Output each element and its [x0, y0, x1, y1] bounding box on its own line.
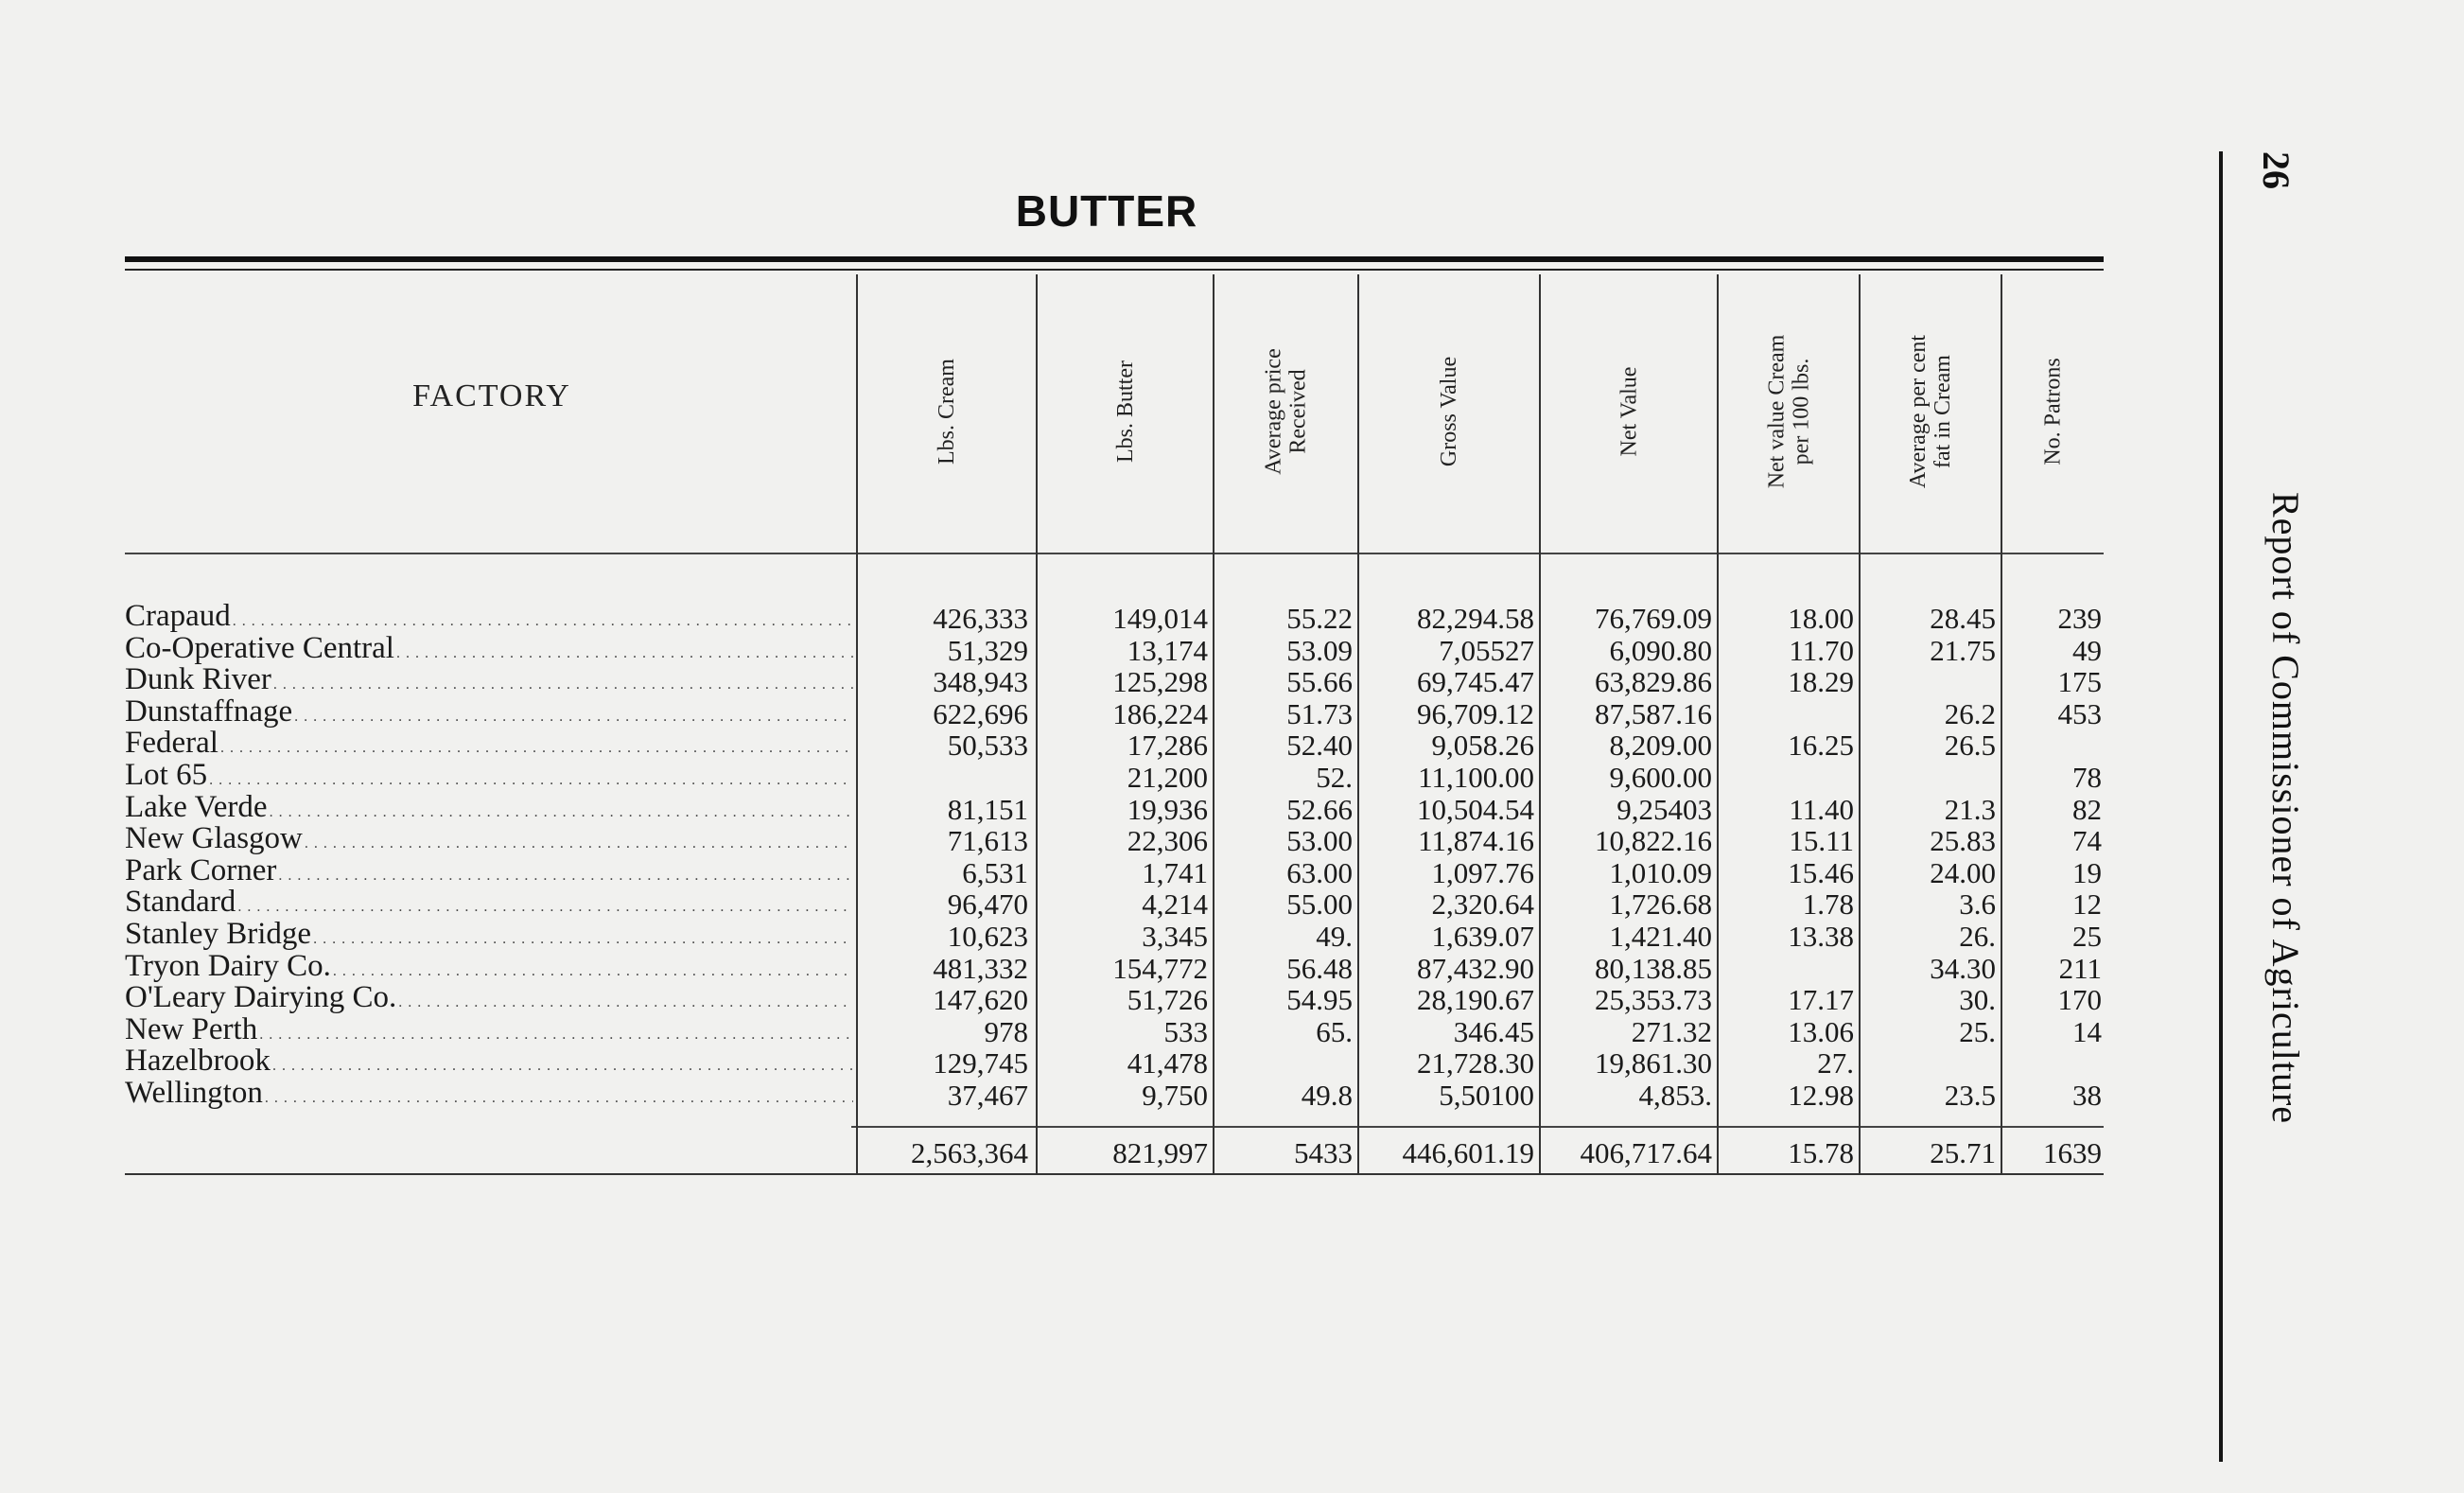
- table-cell: 53.09: [1286, 634, 1353, 667]
- table-cell: 26.: [1959, 920, 1996, 953]
- table-cell: 87,587.16: [1595, 697, 1712, 730]
- table-cell: 55.66: [1286, 665, 1353, 698]
- table-cell: [1863, 666, 1996, 697]
- factory-name: Standard . . .: [125, 887, 853, 918]
- table-cell: 129,745: [933, 1046, 1028, 1080]
- table-cell: 87,432.90: [1417, 952, 1534, 985]
- table-cell: 21.3: [1944, 793, 1996, 826]
- factory-name: Federal . . .: [125, 728, 853, 759]
- table-cell: 10,822.16: [1595, 824, 1712, 857]
- table-cell: 21,728.30: [1417, 1046, 1534, 1080]
- table-cell: [1721, 953, 1854, 984]
- factory-name: Lot 65 . . .: [125, 760, 853, 791]
- column-header-average-fat: Average per cent fat in Cream: [1906, 334, 1955, 489]
- table-cell: 25.: [1959, 1015, 1996, 1048]
- table-bottom-rule: [125, 1173, 2104, 1175]
- factory-name: Wellington . . .: [125, 1078, 853, 1109]
- factory-name: Lake Verde . . .: [125, 792, 853, 823]
- factory-name: Co-Operative Central . . .: [125, 633, 853, 664]
- table-cell: 147,620: [933, 983, 1028, 1016]
- table-cell: 346.45: [1453, 1015, 1534, 1048]
- table-cell: 14: [2072, 1015, 2102, 1048]
- table-cell: 6,531: [962, 856, 1028, 889]
- factory-name: O'Leary Dairying Co. . . .: [125, 982, 853, 1013]
- table-cell: 82,294.58: [1417, 602, 1534, 635]
- table-cell: 1.78: [1802, 887, 1854, 921]
- table-cell: 96,709.12: [1417, 697, 1534, 730]
- table-cell: 9,25403: [1616, 793, 1712, 826]
- table-cell: 41,478: [1127, 1046, 1208, 1080]
- table-cell: 154,772: [1112, 952, 1208, 985]
- table-cell: [1863, 1047, 1996, 1079]
- table-cell: 8,209.00: [1609, 729, 1712, 762]
- table-cell: 52.40: [1286, 729, 1353, 762]
- table-cell: 3,345: [1142, 920, 1208, 953]
- table-cell: 149,014: [1112, 602, 1208, 635]
- table-cell: 49.8: [1301, 1079, 1353, 1112]
- factory-name: Crapaud . . .: [125, 601, 853, 632]
- factory-name: Dunstaffnage . . .: [125, 696, 853, 728]
- table-cell: 30.: [1959, 983, 1996, 1016]
- table-cell: 26.2: [1944, 697, 1996, 730]
- table-cell: 37,467: [947, 1079, 1028, 1112]
- column-header-net-value: Net Value: [1616, 366, 1641, 457]
- factory-name: Tryon Dairy Co. . . .: [125, 951, 853, 982]
- column-header-lbs-cream: Lbs. Cream: [934, 359, 959, 465]
- column-header-gross-value: Gross Value: [1437, 356, 1461, 467]
- table-cell: 978: [984, 1015, 1028, 1048]
- table-cell: 125,298: [1112, 665, 1208, 698]
- table-cell: 55.00: [1286, 887, 1353, 921]
- table-cell: 19,861.30: [1595, 1046, 1712, 1080]
- total-cell: 406,717.64: [1580, 1136, 1712, 1169]
- table-cell: 38: [2072, 1079, 2102, 1112]
- table-cell: [863, 762, 1028, 793]
- table-cell: 7,05527: [1439, 634, 1534, 667]
- factory-name: New Perth . . .: [125, 1014, 853, 1045]
- table-cell: 10,623: [947, 920, 1028, 953]
- table-cell: 13.06: [1788, 1015, 1854, 1048]
- table-cell: 11,874.16: [1418, 824, 1534, 857]
- table-cell: 71,613: [947, 824, 1028, 857]
- factory-column-header: FACTORY: [412, 378, 571, 413]
- total-cell: 821,997: [1112, 1136, 1208, 1169]
- table-cell: [1721, 698, 1854, 729]
- table-cell: 21,200: [1127, 761, 1208, 794]
- total-cell: 1639: [2043, 1136, 2102, 1169]
- table-cell: 1,741: [1142, 856, 1208, 889]
- table-top-rule: [125, 256, 2104, 262]
- table-cell: 9,600.00: [1609, 761, 1712, 794]
- table-cell: 12: [2072, 887, 2102, 921]
- binding-margin-rule: [2219, 151, 2223, 1462]
- total-cell: 446,601.19: [1402, 1136, 1534, 1169]
- table-cell: 211: [2058, 952, 2102, 985]
- table-cell: 271.32: [1631, 1015, 1712, 1048]
- factory-name: Hazelbrook . . .: [125, 1045, 853, 1077]
- table-cell: 52.: [1316, 761, 1353, 794]
- factory-name: New Glasgow . . .: [125, 823, 853, 854]
- column-header-average-price: Average price Received: [1261, 348, 1311, 475]
- totals-top-rule: [851, 1126, 2104, 1128]
- table-cell: 4,214: [1142, 887, 1208, 921]
- table-cell: 15.11: [1789, 824, 1854, 857]
- table-cell: 1,097.76: [1431, 856, 1534, 889]
- page-title: BUTTER: [1015, 186, 1198, 236]
- table-cell: [1721, 762, 1854, 793]
- table-cell: 26.5: [1944, 729, 1996, 762]
- table-cell: 16.25: [1788, 729, 1854, 762]
- table-cell: [2007, 729, 2102, 761]
- table-cell: 1,010.09: [1609, 856, 1712, 889]
- factory-name: Stanley Bridge . . .: [125, 919, 853, 950]
- table-cell: 10,504.54: [1417, 793, 1534, 826]
- header-bottom-rule: [125, 553, 2104, 554]
- total-cell: 15.78: [1788, 1136, 1854, 1169]
- table-cell: 21.75: [1930, 634, 1996, 667]
- table-cell: 18.29: [1788, 665, 1854, 698]
- table-cell: 2,320.64: [1431, 887, 1534, 921]
- column-header-lbs-butter: Lbs. Butter: [1112, 360, 1138, 463]
- table-cell: 24.00: [1930, 856, 1996, 889]
- table-cell: 453: [2057, 697, 2102, 730]
- table-cell: 25,353.73: [1595, 983, 1712, 1016]
- table-cell: 18.00: [1788, 602, 1854, 635]
- table-cell: 22,306: [1127, 824, 1208, 857]
- table-cell: 25.83: [1930, 824, 1996, 857]
- table-cell: 622,696: [933, 697, 1028, 730]
- table-cell: 74: [2072, 824, 2102, 857]
- table-cell: 53.00: [1286, 824, 1353, 857]
- table-cell: 11,100.00: [1418, 761, 1534, 794]
- table-cell: 55.22: [1286, 602, 1353, 635]
- table-cell: 170: [2057, 983, 2102, 1016]
- table-cell: 533: [1163, 1015, 1208, 1048]
- table-cell: 23.5: [1944, 1079, 1996, 1112]
- table-cell: 25: [2072, 920, 2102, 953]
- table-cell: 9,750: [1142, 1079, 1208, 1112]
- table-cell: 78: [2072, 761, 2102, 794]
- table-cell: 63.00: [1286, 856, 1353, 889]
- table-cell: 1,639.07: [1431, 920, 1534, 953]
- table-cell: 49.: [1316, 920, 1353, 953]
- table-cell: [2007, 1047, 2102, 1079]
- table-cell: 19: [2072, 856, 2102, 889]
- table-cell: 481,332: [933, 952, 1028, 985]
- factory-name: Dunk River . . .: [125, 664, 853, 695]
- table-cell: 49: [2072, 634, 2102, 667]
- table-cell: 13,174: [1127, 634, 1208, 667]
- total-cell: 25.71: [1930, 1136, 1996, 1169]
- table-cell: 6,090.80: [1609, 634, 1712, 667]
- table-cell: 426,333: [933, 602, 1028, 635]
- table-cell: 51,329: [947, 634, 1028, 667]
- table-cell: 186,224: [1112, 697, 1208, 730]
- table-cell: 175: [2057, 665, 2102, 698]
- table-cell: 11.40: [1789, 793, 1854, 826]
- total-cell: 5433: [1294, 1136, 1353, 1169]
- column-header-no-patrons: No. Patrons: [2040, 358, 2066, 465]
- table-cell: 9,058.26: [1431, 729, 1534, 762]
- table-cell: 27.: [1817, 1046, 1854, 1080]
- table-cell: [1220, 1047, 1353, 1079]
- table-cell: 11.70: [1789, 634, 1854, 667]
- table-cell: 13.38: [1788, 920, 1854, 953]
- table-cell: 239: [2057, 602, 2102, 635]
- column-header-net-value-per-100: Net value Cream per 100 lbs.: [1764, 334, 1814, 489]
- table-cell: 80,138.85: [1595, 952, 1712, 985]
- table-cell: 19,936: [1127, 793, 1208, 826]
- table-cell: 50,533: [947, 729, 1028, 762]
- table-cell: 51,726: [1127, 983, 1208, 1016]
- table-cell: 76,769.09: [1595, 602, 1712, 635]
- table-cell: 348,943: [933, 665, 1028, 698]
- table-cell: 4,853.: [1638, 1079, 1712, 1112]
- table-cell: 82: [2072, 793, 2102, 826]
- table-top-thin-rule: [125, 269, 2104, 271]
- table-cell: 5,50100: [1439, 1079, 1534, 1112]
- table-cell: 15.46: [1788, 856, 1854, 889]
- table-cell: 52.66: [1286, 793, 1353, 826]
- table-cell: 17,286: [1127, 729, 1208, 762]
- table-cell: 65.: [1316, 1015, 1353, 1048]
- table-cell: 56.48: [1286, 952, 1353, 985]
- table-cell: 96,470: [947, 887, 1028, 921]
- table-cell: 12.98: [1788, 1079, 1854, 1112]
- table-cell: 63,829.86: [1595, 665, 1712, 698]
- table-cell: [1863, 762, 1996, 793]
- table-cell: 28.45: [1930, 602, 1996, 635]
- running-title: Report of Commissioner of Agriculture: [2264, 492, 2307, 1125]
- factory-name: Park Corner . . .: [125, 855, 853, 887]
- table-cell: 54.95: [1286, 983, 1353, 1016]
- table-cell: 69,745.47: [1417, 665, 1534, 698]
- table-cell: 81,151: [947, 793, 1028, 826]
- table-cell: 3.6: [1959, 887, 1996, 921]
- table-cell: 1,726.68: [1609, 887, 1712, 921]
- total-cell: 2,563,364: [911, 1136, 1028, 1169]
- table-cell: 17.17: [1788, 983, 1854, 1016]
- page-number: 26: [2255, 151, 2298, 189]
- table-cell: 1,421.40: [1609, 920, 1712, 953]
- table-cell: 34.30: [1930, 952, 1996, 985]
- table-cell: 28,190.67: [1417, 983, 1534, 1016]
- table-cell: 51.73: [1286, 697, 1353, 730]
